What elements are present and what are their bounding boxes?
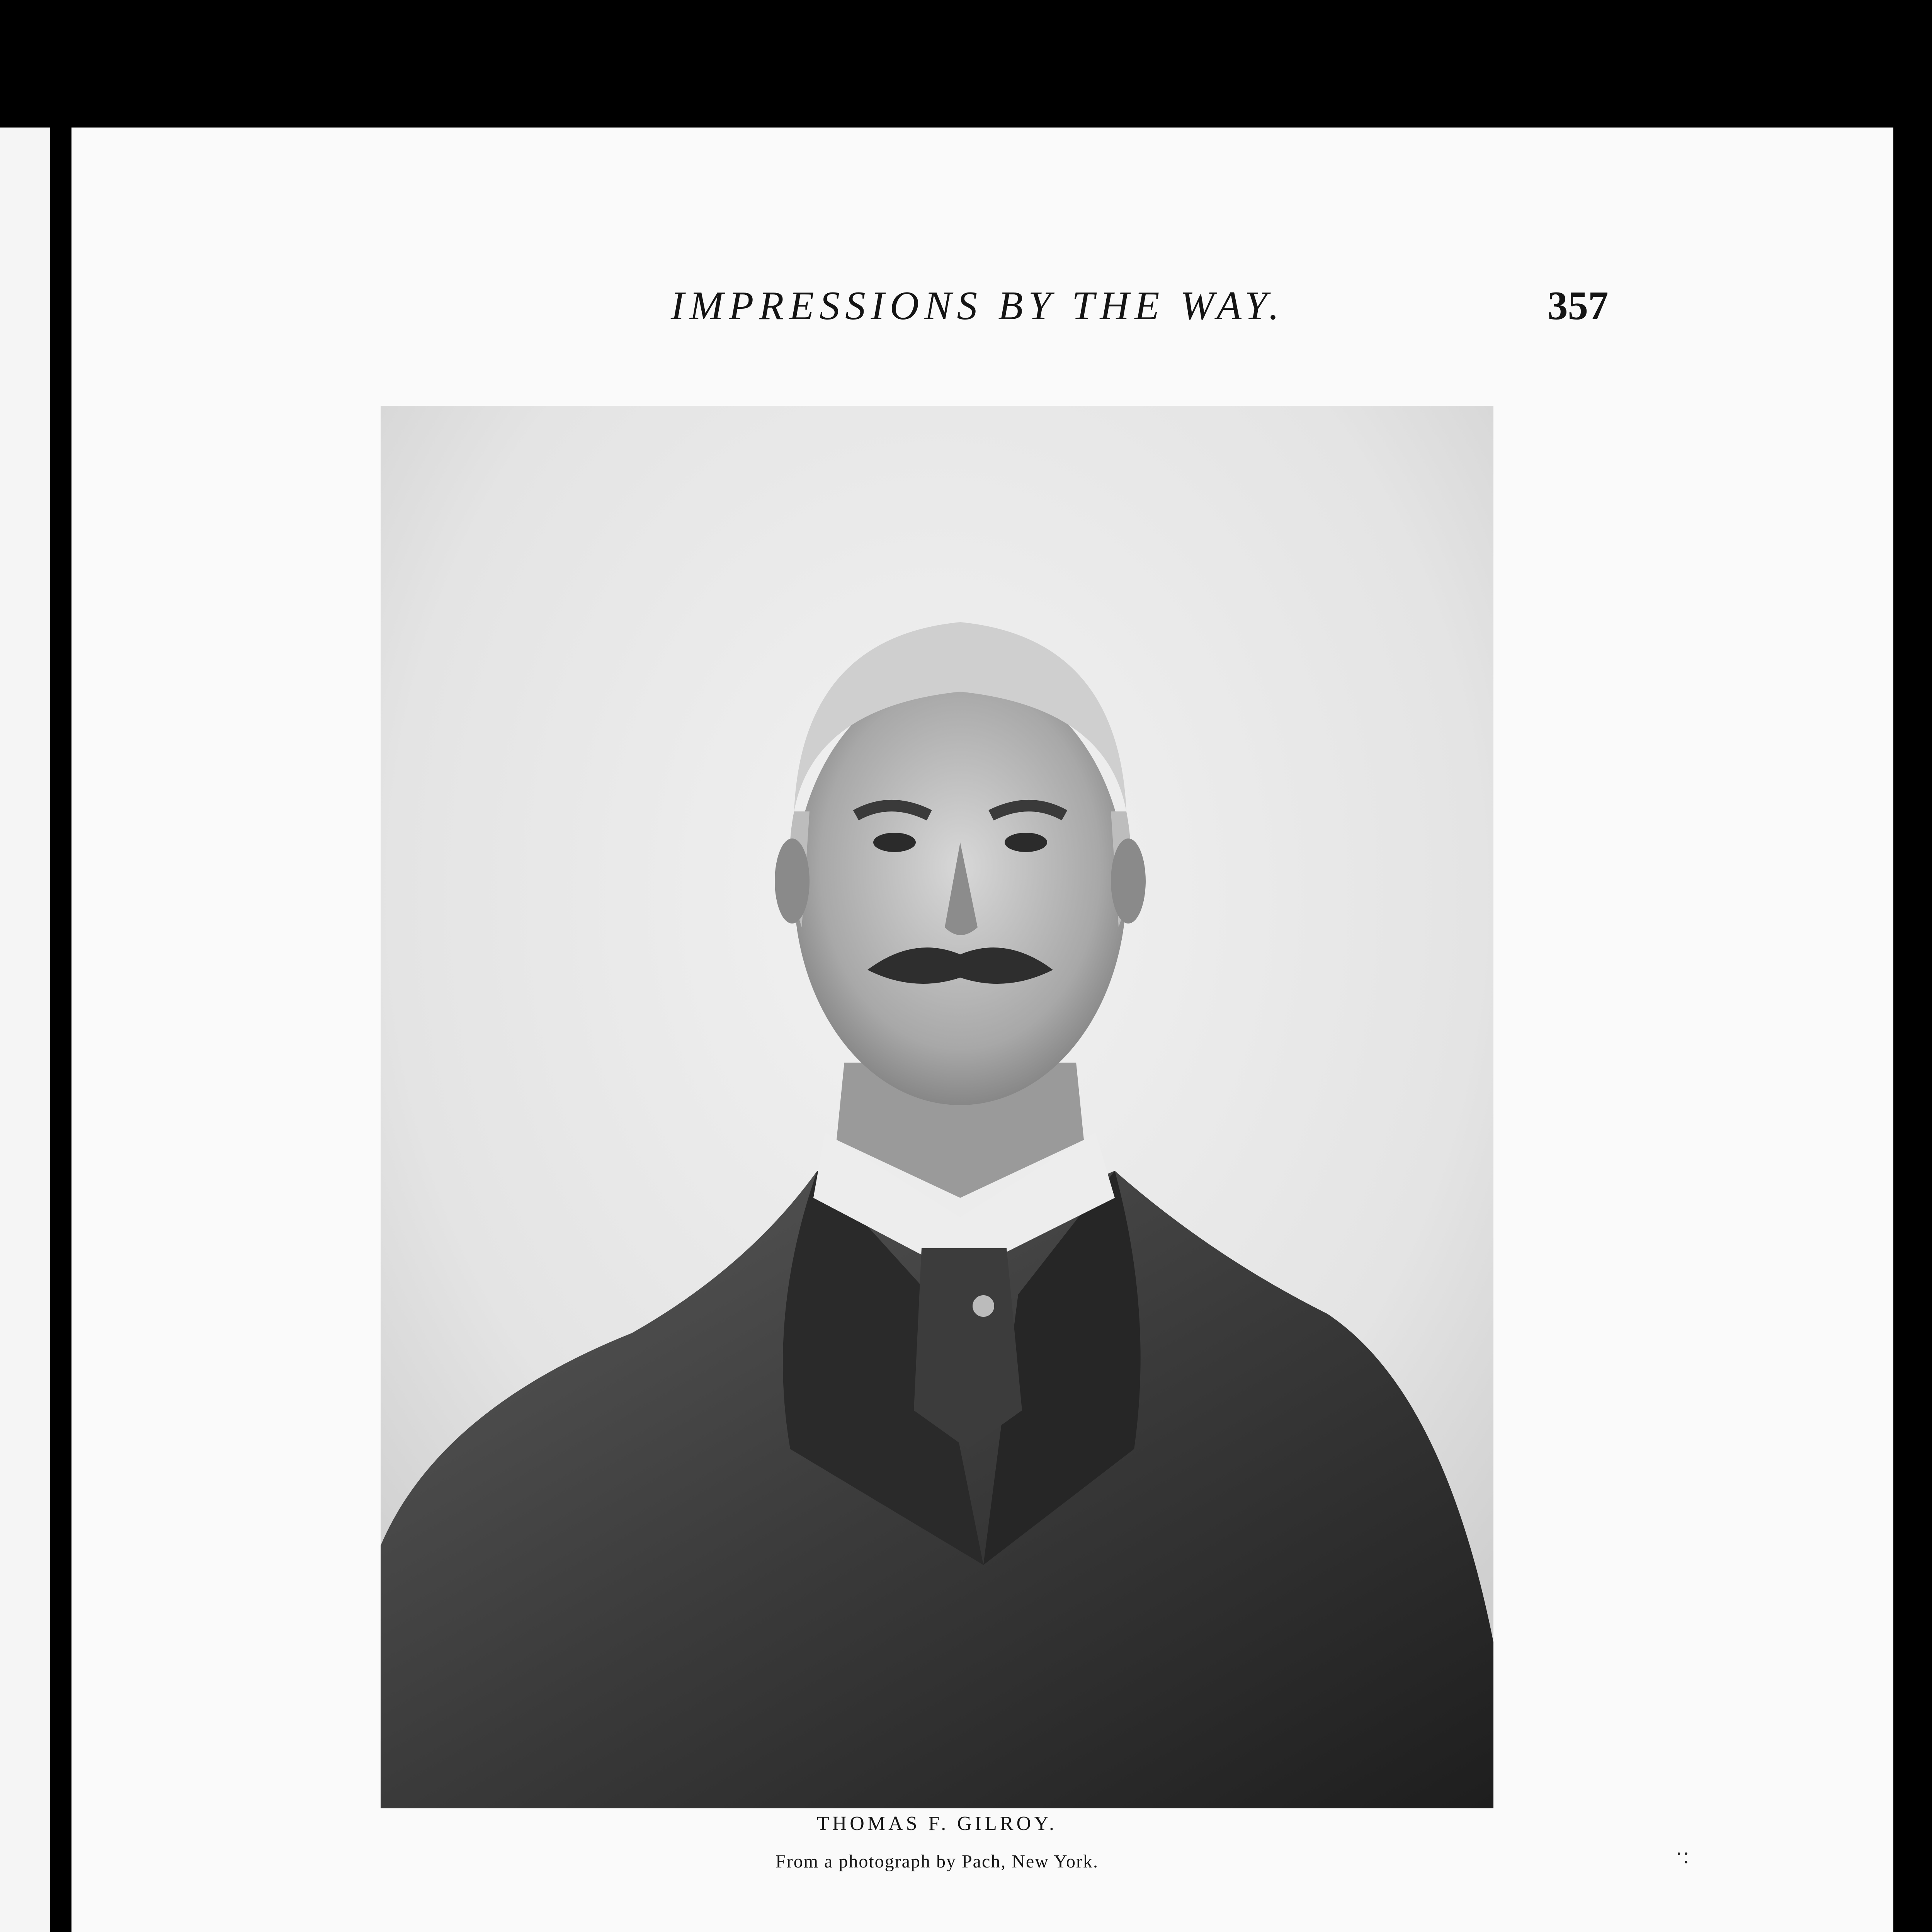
running-title: IMPRESSIONS BY THE WAY. bbox=[670, 283, 1285, 328]
scanned-page bbox=[71, 128, 1893, 1932]
scan-specks: ˙˸ bbox=[1675, 1847, 1689, 1873]
spine-gap bbox=[50, 128, 71, 1932]
figure-caption-name: THOMAS F. GILROY. bbox=[816, 1813, 1058, 1835]
page-number: 357 bbox=[1548, 283, 1609, 328]
figure-caption-credit: From a photograph by Pach, New York. bbox=[776, 1851, 1099, 1872]
portrait-photograph bbox=[381, 406, 1493, 1808]
facing-page-edge bbox=[0, 128, 50, 1932]
